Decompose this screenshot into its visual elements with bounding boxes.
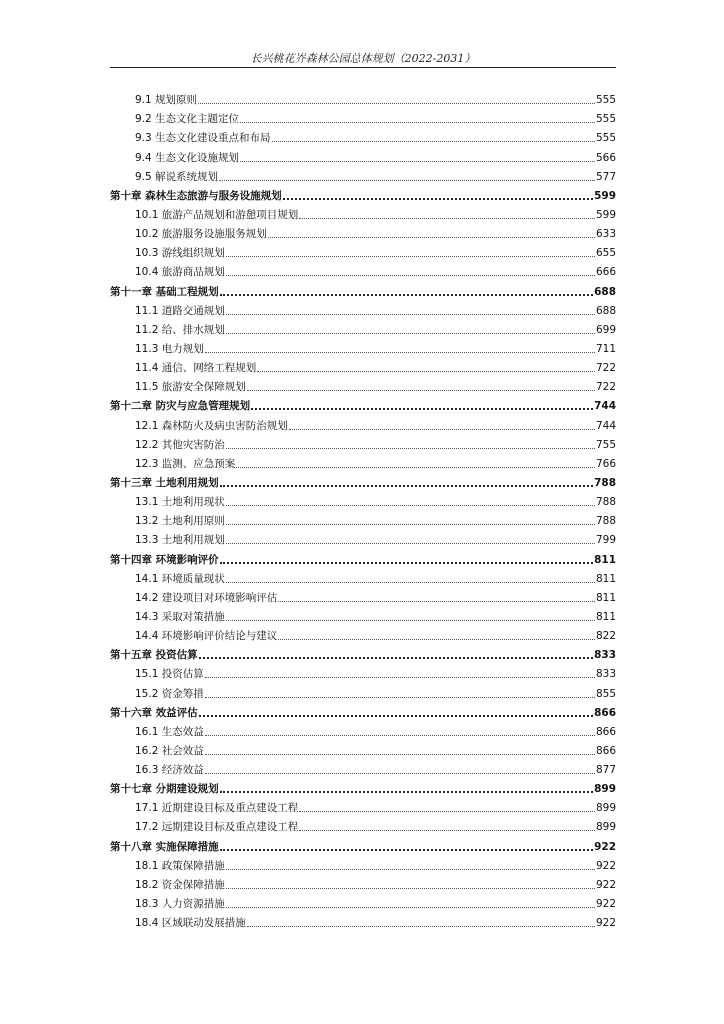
dot-leader <box>226 582 595 583</box>
toc-entry-title: 14.3 采取对策措施 <box>135 610 225 623</box>
toc-page-number: 833 <box>594 649 616 662</box>
toc-section-entry[interactable] <box>110 375 616 394</box>
toc-chapter-entry[interactable] <box>110 701 616 720</box>
dot-leader <box>226 505 595 506</box>
toc-entry-title: 9.2 生态文化主题定位 <box>135 113 240 126</box>
toc-page-number: 899 <box>595 802 616 815</box>
toc-entry-title: 第十二章 防灾与应急管理规划 <box>110 400 251 413</box>
toc-entry-title: 13.3 土地利用规划 <box>135 534 225 547</box>
toc-section-entry[interactable] <box>110 528 616 547</box>
toc-page-number: 766 <box>595 457 616 470</box>
toc-entry-title: 14.1 环境质量现状 <box>135 572 225 585</box>
dot-leader <box>205 754 595 755</box>
toc-entry-title: 14.4 环境影响评价结论与建议 <box>135 630 278 643</box>
toc-page-number: 811 <box>595 572 616 585</box>
toc-section-entry[interactable] <box>110 815 616 834</box>
toc-section-entry[interactable] <box>110 88 616 107</box>
toc-chapter-entry[interactable] <box>110 834 616 853</box>
toc-section-entry[interactable] <box>110 758 616 777</box>
page-header-title: 长兴桃花岕森林公园总体规划（2022-2031） <box>250 52 476 65</box>
toc-page-number: 866 <box>595 725 616 738</box>
toc-entry-title: 10.4 旅游商品规划 <box>135 266 225 279</box>
toc-page-number: 922 <box>595 898 616 911</box>
toc-entry-title: 第十八章 实施保障措施 <box>110 840 219 853</box>
dot-leader <box>205 773 595 774</box>
table-of-contents <box>110 88 616 930</box>
toc-section-entry[interactable] <box>110 911 616 930</box>
toc-page-number: 833 <box>595 668 616 681</box>
toc-page-number: 755 <box>595 438 616 451</box>
dot-leader <box>220 791 593 793</box>
toc-section-entry[interactable] <box>110 605 616 624</box>
toc-section-entry[interactable] <box>110 413 616 432</box>
toc-section-entry[interactable] <box>110 873 616 892</box>
toc-entry-title: 10.3 游线组织规划 <box>135 247 225 260</box>
dot-leader <box>247 926 595 927</box>
toc-section-entry[interactable] <box>110 681 616 700</box>
toc-entry-title: 10.2 旅游服务设施服务规划 <box>135 228 267 241</box>
toc-section-entry[interactable] <box>110 433 616 452</box>
toc-entry-title: 17.1 近期建设目标及重点建设工程 <box>135 802 299 815</box>
toc-chapter-entry[interactable] <box>110 777 616 796</box>
toc-entry-title: 17.2 远期建设目标及重点建设工程 <box>135 821 299 834</box>
dot-leader <box>299 811 595 812</box>
toc-page-number: 599 <box>595 208 616 221</box>
dot-leader <box>272 141 595 142</box>
dot-leader <box>278 601 595 602</box>
dot-leader <box>226 314 595 315</box>
toc-chapter-entry[interactable] <box>110 547 616 566</box>
dot-leader <box>226 543 595 544</box>
toc-entry-title: 14.2 建设项目对环境影响评估 <box>135 591 278 604</box>
toc-page-number: 788 <box>595 515 616 528</box>
toc-entry-title: 12.3 监测、应急预案 <box>135 457 236 470</box>
toc-section-entry[interactable] <box>110 586 616 605</box>
toc-entry-title: 15.2 资金筹措 <box>135 687 204 700</box>
toc-page-number: 711 <box>595 342 616 355</box>
toc-section-entry[interactable] <box>110 260 616 279</box>
toc-page-number: 922 <box>595 859 616 872</box>
toc-page-number: 666 <box>595 266 616 279</box>
toc-section-entry[interactable] <box>110 567 616 586</box>
toc-entry-title: 16.3 经济效益 <box>135 764 204 777</box>
dot-leader <box>220 485 593 487</box>
toc-page-number: 744 <box>595 419 616 432</box>
toc-chapter-entry[interactable] <box>110 394 616 413</box>
toc-section-entry[interactable] <box>110 318 616 337</box>
toc-entry-title: 16.1 生态效益 <box>135 725 204 738</box>
toc-entry-title: 13.2 土地利用原则 <box>135 515 225 528</box>
dot-leader <box>205 697 595 698</box>
toc-page-number: 811 <box>594 553 616 566</box>
dot-leader <box>220 562 593 564</box>
toc-page-number: 722 <box>595 381 616 394</box>
dot-leader <box>198 103 595 104</box>
dot-leader <box>299 218 595 219</box>
toc-chapter-entry[interactable] <box>110 184 616 203</box>
toc-section-entry[interactable] <box>110 126 616 145</box>
toc-entry-title: 18.1 政策保障措施 <box>135 859 225 872</box>
toc-entry-title: 18.4 区域联动发展措施 <box>135 917 246 930</box>
toc-entry-title: 18.2 资金保障措施 <box>135 878 225 891</box>
toc-section-entry[interactable] <box>110 356 616 375</box>
toc-page-number: 555 <box>595 113 616 126</box>
toc-section-entry[interactable] <box>110 509 616 528</box>
toc-entry-title: 9.3 生态文化建设重点和布局 <box>135 132 271 145</box>
toc-section-entry[interactable] <box>110 203 616 222</box>
dot-leader <box>205 352 595 353</box>
toc-entry-title: 第十三章 土地利用规划 <box>110 476 219 489</box>
header-divider <box>110 67 616 68</box>
toc-entry-title: 9.1 规划原则 <box>135 94 198 107</box>
toc-page-number: 922 <box>594 840 616 853</box>
toc-entry-title: 11.4 通信、网络工程规划 <box>135 362 257 375</box>
toc-entry-title: 第十四章 环境影响评价 <box>110 553 219 566</box>
toc-section-entry[interactable] <box>110 720 616 739</box>
toc-chapter-entry[interactable] <box>110 643 616 662</box>
toc-entry-title: 12.2 其他灾害防治 <box>135 438 225 451</box>
toc-page-number: 922 <box>595 878 616 891</box>
dot-leader <box>226 333 595 334</box>
dot-leader <box>205 735 595 736</box>
toc-entry-title: 11.1 道路交通规划 <box>135 304 225 317</box>
dot-leader <box>199 715 593 717</box>
toc-section-entry[interactable] <box>110 624 616 643</box>
dot-leader <box>278 639 595 640</box>
toc-page-number: 811 <box>595 610 616 623</box>
toc-section-entry[interactable] <box>110 662 616 681</box>
toc-page-number: 633 <box>595 228 616 241</box>
toc-entry-title: 10.1 旅游产品规划和游憩项目规划 <box>135 208 299 221</box>
toc-entry-title: 9.4 生态文化设施规划 <box>135 151 240 164</box>
toc-entry-title: 18.3 人力资源措施 <box>135 898 225 911</box>
dot-leader <box>226 524 595 525</box>
dot-leader <box>289 429 595 430</box>
dot-leader <box>226 869 595 870</box>
toc-entry-title: 16.2 社会效益 <box>135 744 204 757</box>
dot-leader <box>220 294 593 296</box>
dot-leader <box>251 408 593 410</box>
dot-leader <box>268 237 595 238</box>
toc-entry-title: 12.1 森林防火及病虫害防治规划 <box>135 419 288 432</box>
toc-section-entry[interactable] <box>110 222 616 241</box>
toc-page-number: 599 <box>594 189 616 202</box>
toc-section-entry[interactable] <box>110 490 616 509</box>
toc-section-entry[interactable] <box>110 145 616 164</box>
toc-page-number: 866 <box>594 706 616 719</box>
toc-chapter-entry[interactable] <box>110 279 616 298</box>
toc-entry-title: 第十七章 分期建设规划 <box>110 783 219 796</box>
toc-section-entry[interactable] <box>110 299 616 318</box>
toc-page-number: 555 <box>595 94 616 107</box>
toc-section-entry[interactable] <box>110 796 616 815</box>
toc-page-number: 811 <box>595 591 616 604</box>
toc-page-number: 922 <box>595 917 616 930</box>
toc-page-number: 577 <box>595 170 616 183</box>
toc-section-entry[interactable] <box>110 241 616 260</box>
dot-leader <box>199 657 593 659</box>
toc-chapter-entry[interactable] <box>110 471 616 490</box>
dot-leader <box>299 830 595 831</box>
toc-entry-title: 11.2 给、排水规划 <box>135 323 225 336</box>
dot-leader <box>257 371 595 372</box>
dot-leader <box>283 198 593 200</box>
toc-entry-title: 13.1 土地利用现状 <box>135 496 225 509</box>
dot-leader <box>226 448 595 449</box>
toc-page-number: 899 <box>595 821 616 834</box>
dot-leader <box>226 275 595 276</box>
toc-section-entry[interactable] <box>110 337 616 356</box>
toc-section-entry[interactable] <box>110 854 616 873</box>
toc-section-entry[interactable] <box>110 892 616 911</box>
toc-page-number: 877 <box>595 764 616 777</box>
toc-page-number: 555 <box>595 132 616 145</box>
toc-page-number: 788 <box>594 476 616 489</box>
toc-page-number: 855 <box>595 687 616 700</box>
toc-entry-title: 第十一章 基础工程规划 <box>110 285 219 298</box>
toc-page-number: 799 <box>595 534 616 547</box>
toc-entry-title: 第十六章 效益评估 <box>110 706 198 719</box>
toc-section-entry[interactable] <box>110 452 616 471</box>
toc-page-number: 722 <box>595 362 616 375</box>
toc-entry-title: 第十五章 投资估算 <box>110 649 198 662</box>
dot-leader <box>220 849 593 851</box>
toc-page-number: 699 <box>595 323 616 336</box>
toc-page-number: 866 <box>595 744 616 757</box>
toc-section-entry[interactable] <box>110 165 616 184</box>
toc-page-number: 688 <box>594 285 616 298</box>
dot-leader <box>205 677 595 678</box>
toc-entry-title: 11.5 旅游安全保障规划 <box>135 381 246 394</box>
toc-page-number: 899 <box>594 783 616 796</box>
dot-leader <box>219 180 595 181</box>
dot-leader <box>240 122 595 123</box>
toc-section-entry[interactable] <box>110 107 616 126</box>
toc-section-entry[interactable] <box>110 739 616 758</box>
dot-leader <box>226 620 595 621</box>
toc-page-number: 688 <box>595 304 616 317</box>
dot-leader <box>247 390 595 391</box>
dot-leader <box>226 888 595 889</box>
toc-page-number: 744 <box>594 400 616 413</box>
dot-leader <box>226 256 595 257</box>
dot-leader <box>236 467 595 468</box>
toc-entry-title: 15.1 投资估算 <box>135 668 204 681</box>
toc-page-number: 566 <box>595 151 616 164</box>
toc-entry-title: 11.3 电力规划 <box>135 342 204 355</box>
toc-page-number: 655 <box>595 247 616 260</box>
toc-page-number: 788 <box>595 496 616 509</box>
dot-leader <box>226 907 595 908</box>
dot-leader <box>240 161 595 162</box>
toc-entry-title: 9.5 解说系统规划 <box>135 170 219 183</box>
toc-page-number: 822 <box>595 630 616 643</box>
toc-entry-title: 第十章 森林生态旅游与服务设施规划 <box>110 189 282 202</box>
